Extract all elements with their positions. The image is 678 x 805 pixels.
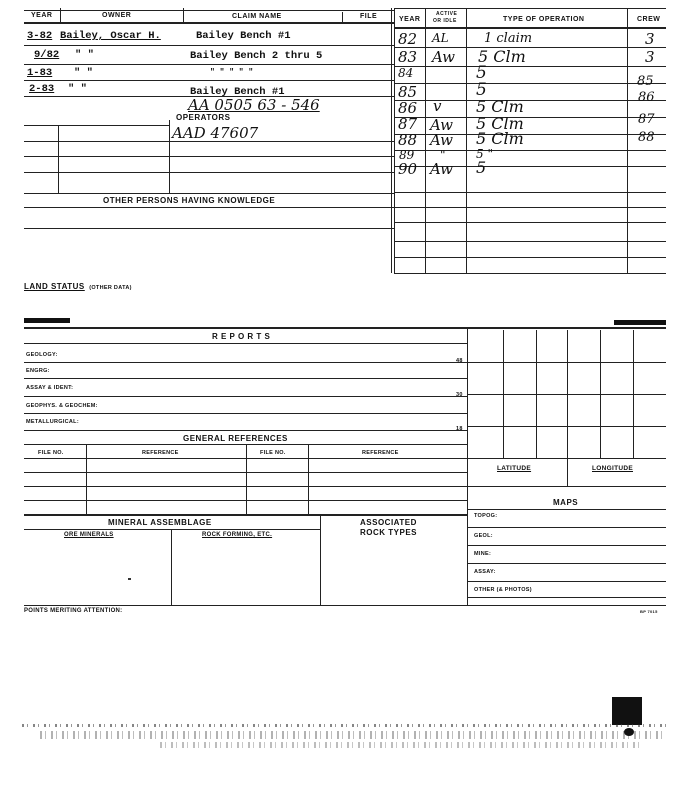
activity-year: 87 <box>398 115 418 133</box>
activity-crew: 3 <box>645 48 655 66</box>
activity-year: 83 <box>398 48 418 66</box>
ref-col-file-no-1: FILE NO. <box>38 450 64 456</box>
longitude-label: LONGITUDE <box>592 465 633 472</box>
owner-year-1: 3-82 <box>27 30 53 42</box>
ref-col-file-no-2: FILE NO. <box>260 450 286 456</box>
map-mine: MINE: <box>474 551 492 557</box>
map-topog: TOPOG: <box>474 513 498 519</box>
report-assay: ASSAY & IDENT: <box>26 385 74 391</box>
owner-name-2: " " <box>75 49 94 61</box>
form-number: BP 7015 <box>640 609 658 614</box>
claim-name-1: Bailey Bench #1 <box>196 30 291 42</box>
owner-year-3: 1-83 <box>27 67 53 79</box>
rock-types-label: ROCK TYPES <box>360 528 418 537</box>
claim-name-4: Bailey Bench #1 <box>190 86 285 98</box>
activity-type: 5 <box>476 63 487 83</box>
scan-artifact-noise <box>160 742 640 748</box>
activity-crew: 88 <box>638 130 655 145</box>
activity-type: 5 <box>476 158 487 177</box>
report-number: 30 <box>456 392 463 398</box>
activity-year: 82 <box>398 30 418 48</box>
activity-status: " <box>440 148 446 162</box>
ref-col-reference-1: REFERENCE <box>142 450 179 456</box>
report-engineering: ENGRG: <box>26 368 50 374</box>
header-or-idle: OR IDLE <box>433 18 457 24</box>
scan-artifact-noise <box>22 724 666 727</box>
ref-col-reference-2: REFERENCE <box>362 450 399 456</box>
activity-type: 5 Clm <box>478 47 526 66</box>
activity-status: Aw <box>432 48 455 66</box>
reports-title: R E P O R T S <box>212 332 271 341</box>
map-geol: GEOL: <box>474 533 493 539</box>
claim-name-2: Bailey Bench 2 thru 5 <box>190 50 323 62</box>
activity-type: 5 " <box>476 147 493 161</box>
divider-bar-left <box>24 318 70 323</box>
ore-minerals-label: ORE MINERALS <box>64 532 114 538</box>
header-active: ACTIVE <box>436 11 458 17</box>
maps-title: MAPS <box>553 498 579 507</box>
owner-name-1: Bailey, Oscar H. <box>60 30 161 42</box>
activity-status: Aw <box>430 116 453 134</box>
report-metallurgical: METALLURGICAL: <box>26 419 79 425</box>
activity-type: 5 Clm <box>476 129 524 148</box>
general-references-title: GENERAL REFERENCES <box>183 434 288 443</box>
owner-name-3: " " <box>74 67 93 79</box>
header-activity-year: YEAR <box>399 16 421 23</box>
latitude-label: LATITUDE <box>497 465 532 472</box>
owner-name-4: " " <box>68 83 87 95</box>
header-crew: CREW <box>637 16 661 23</box>
land-status-label: LAND STATUS <box>24 282 85 291</box>
mineral-assemblage-title: MINERAL ASSEMBLAGE <box>108 518 212 527</box>
activity-crew: 85 <box>637 74 654 89</box>
report-number: 18 <box>456 426 463 432</box>
scan-artifact-noise <box>40 731 666 739</box>
stray-mark <box>128 578 131 580</box>
activity-status: Aw <box>430 131 453 149</box>
land-status-heading <box>24 276 132 294</box>
activity-year: 89 <box>399 148 415 162</box>
map-other-photos: OTHER (& PHOTOS) <box>474 587 532 593</box>
scan-artifact-blob <box>624 728 634 736</box>
activity-year: 84 <box>398 66 414 80</box>
land-status-sub: (OTHER DATA) <box>89 285 132 291</box>
activity-type: 1 claim <box>484 31 533 46</box>
header-file: FILE <box>360 13 378 20</box>
owner-year-4: 2-83 <box>29 83 55 95</box>
activity-year: 90 <box>398 160 418 178</box>
owner-year-2: 9/82 <box>34 49 60 61</box>
map-assay: ASSAY: <box>474 569 496 575</box>
rock-forming-label: ROCK FORMING, ETC. <box>202 532 273 538</box>
header-year: YEAR <box>31 12 53 19</box>
activity-type: 5 Clm <box>476 97 524 116</box>
divider-bar-right <box>614 320 666 325</box>
associated-label: ASSOCIATED <box>360 518 417 527</box>
activity-year: 85 <box>398 83 418 101</box>
report-geology: GEOLOGY: <box>26 352 58 358</box>
other-persons-heading: OTHER PERSONS HAVING KNOWLEDGE <box>103 196 276 205</box>
activity-crew: 87 <box>638 112 655 127</box>
scan-artifact-block <box>612 697 642 725</box>
activity-status: AL <box>432 31 449 45</box>
header-type-operation: TYPE OF OPERATION <box>503 16 585 23</box>
activity-status: v <box>433 97 442 115</box>
report-number: 48 <box>456 358 463 364</box>
claim-name-3: " " " " " <box>210 68 254 77</box>
header-owner: OWNER <box>102 12 132 19</box>
operators-label: OPERATORS <box>176 113 231 122</box>
report-geophys: GEOPHYS. & GEOCHEM: <box>26 403 98 409</box>
points-meriting-attention: POINTS MERITING ATTENTION: <box>24 608 123 614</box>
activity-type: 5 <box>476 80 487 100</box>
activity-type: 5 Clm <box>476 114 524 133</box>
blm-case-number: AA 0505 63 - 546 <box>188 96 320 114</box>
header-claim-name: CLAIM NAME <box>232 13 282 20</box>
activity-crew: 3 <box>645 30 655 48</box>
activity-year: 88 <box>398 131 418 149</box>
operator-number: AAD 47607 <box>172 124 259 142</box>
activity-year: 86 <box>398 99 418 117</box>
activity-status: Aw <box>430 160 453 178</box>
activity-crew: 86 <box>638 90 655 105</box>
